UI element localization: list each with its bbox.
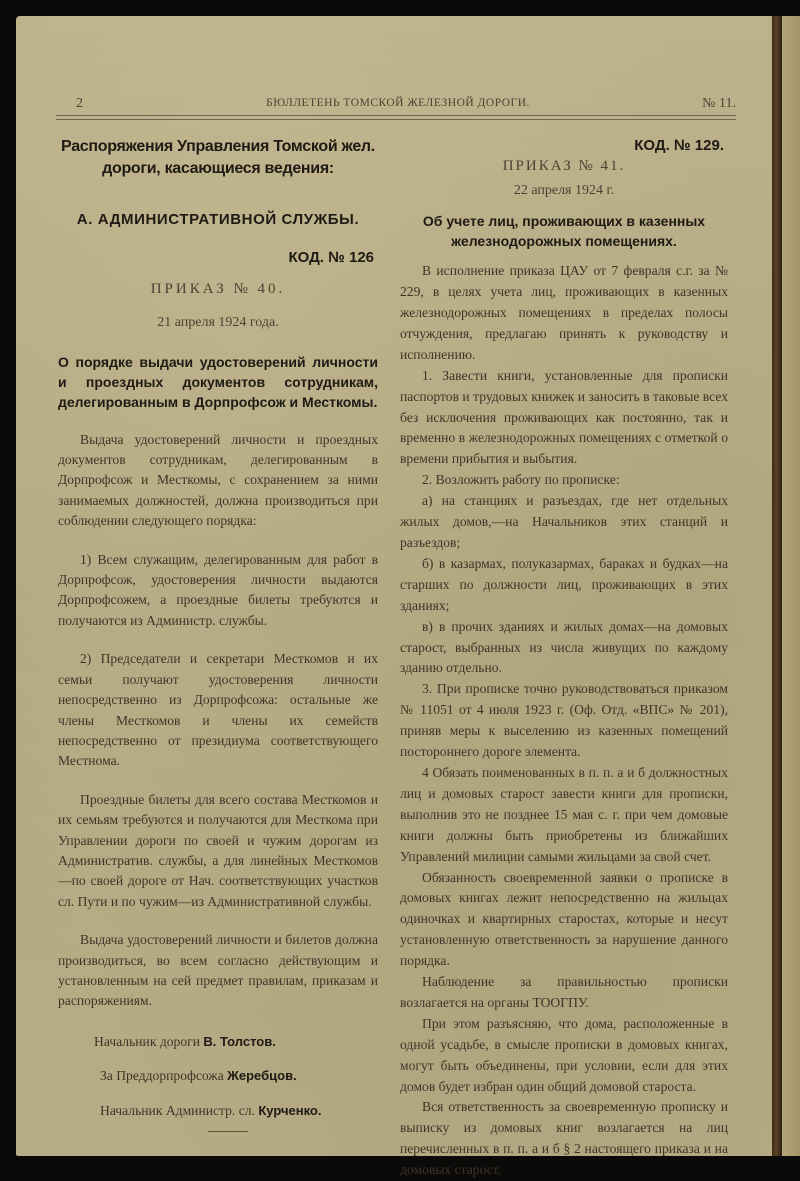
signatory-title: За Преддорпрофсожа	[100, 1068, 224, 1084]
paragraph: Наблюдение за правильностью прописки возлагается на органы ТООГПУ.	[400, 974, 728, 1010]
paragraph: в) в прочих зданиях и жилых домах—на домовых старост, выбранных из числа живущих по каждому зданию отдельно.	[400, 618, 728, 676]
signatory-title: Начальник дороги	[94, 1033, 200, 1049]
binding-spine	[772, 16, 782, 1156]
paragraph: При этом разъясняю, что дома, расположенные в одной усадьбе, в смысле прописки в домовых книгах, могут быть объединены, при условии, если для этих домов будет избран один общий домовой староста.	[400, 1015, 728, 1094]
left-column	[58, 136, 378, 1132]
paragraph: 1. Завести книги, установленные для прописки паспортов и трудовых книжек и заносить в таковые всех без исключения проживающих как постоянно, так и временно в железнодорожных помещениях с отметкой о времени прибытия и выбытия.	[400, 367, 728, 467]
signature-line	[58, 1066, 378, 1086]
signatory-name: Жеребцов.	[227, 1068, 297, 1084]
order-subject: О порядке выдачи удостоверений личности и проездных документов сотрудникам, делегированным в Дорпрофсож и Месткомы.	[58, 353, 378, 410]
header-rule	[56, 115, 736, 120]
paragraph: Выдача удостоверений личности и проездных документов сотрудникам, делегированным в Дорпрофсож и Месткомы, с сохранением за ними занимаемых должностей, должна производиться при соблюдении следующего порядка:	[58, 431, 378, 529]
order-code: КОД. № 129.	[634, 137, 724, 154]
paragraph: 2) Председатели и секретари Месткомов и их семьи получают удостоверения личности непосредственно из Дорпрофсожа: остальные же члены Месткомов и члены их семейств непосредственно от президиума соответствующего Местнома.	[58, 651, 378, 769]
paragraph: 3. При прописке точно руководствоваться приказом № 11051 от 4 июля 1923 г. (Оф. Отд. «ВПС» № 201), приняв меры к выселению из казенных помещений постороннего дороге элемента.	[400, 681, 728, 760]
paragraph: б) в казармах, полуказармах, бараках и будках—на старших по должности лиц, проживающих в этих зданиях;	[400, 555, 728, 613]
service-heading: А. АДМИНИСТРАТИВНОЙ СЛУЖБЫ.	[76, 211, 360, 228]
paragraph: а) на станциях и разъездах, где нет отдельных жилых домов,—на Начальников этих станций и разъездов;	[400, 493, 728, 550]
signatory-name: Курченко.	[258, 1102, 322, 1118]
paragraph: Вся ответственность за своевременную прописку и выписку из домовых книг возлагается на лиц перечисленных в п. п. а и б § 2 настоящего приказа и на домовых старост.	[400, 1099, 728, 1178]
page-edge	[782, 16, 800, 1156]
end-rule	[208, 1131, 248, 1132]
order-subject: Об учете лиц, проживающих в казенных железнодорожных помещениях.	[422, 213, 706, 250]
paragraph: 1) Всем служащим, делегированным для работ в Дорпрофсож, удостоверения личности выдаются Дорпрофсожем, а проездные билеты требуются и получаются из Администр. службы.	[58, 551, 378, 628]
paragraph: 2. Возложить работу по прописке:	[422, 472, 620, 488]
paragraph: 4 Обязать поименованных в п. п. а и б должностных лиц и домовых старост завести книги для прописки, выполнив это не позднее 15 мая с. г. при чем домовые книги должны быть приобретены из ближайших Управлений милиции самыми жильцами за свой счет.	[400, 764, 728, 864]
order-date: 22 апреля 1924 г.	[513, 182, 615, 198]
paragraph: В исполнение приказа ЦАУ от 7 февраля с.г. за № 229, в целях учета лиц, проживающих в казенных железнодорожных помещениях в пределах полосы отчуждения, предлагаю принять к руководству и исполнению.	[400, 263, 728, 362]
signature-line	[58, 1032, 378, 1052]
order-number: ПРИКАЗ № 40.	[150, 280, 286, 297]
signatory-title: Начальник Администр. сл.	[100, 1102, 255, 1118]
paragraph: Обязанность своевременной заявки о прописке в домовых книгах лежит непосредственно на жильцах одиночках и квартирных старостах, которые и несут установленную ответственность за нарушение данного порядка.	[400, 869, 728, 969]
page-number: 2	[76, 96, 83, 111]
paragraph: Выдача удостоверений личности и билетов должна производиться, во всем согласно действующим и установленным на сей предмет правилам, приказам и распоряжениям.	[58, 932, 378, 1009]
right-column	[400, 136, 728, 1181]
signatory-name: В. Толстов.	[203, 1033, 276, 1049]
signature-line	[58, 1101, 378, 1121]
order-code: КОД. № 126	[288, 249, 374, 267]
order-date: 21 апреля 1924 года.	[157, 315, 279, 331]
running-header	[60, 96, 736, 114]
order-number: ПРИКАЗ № 41.	[502, 158, 626, 175]
paragraph: Проездные билеты для всего состава Месткомов и их семьям требуются и получаются для Месткома при Управлении дороги по своей и чужим дорогам из Административ. службы, а для линейных Месткомов—по своей дороге от Нач. соответствующих участков сл. Пути и по чужим—из Административной службы.	[58, 791, 378, 909]
issue-number: № 11.	[702, 96, 736, 111]
publication-title: БЮЛЛЕТЕНЬ ТОМСКОЙ ЖЕЛЕЗНОЙ ДОРОГИ.	[266, 97, 530, 109]
section-heading: Распоряжения Управления Томской жел. дороги, касающиеся ведения:	[61, 138, 375, 177]
